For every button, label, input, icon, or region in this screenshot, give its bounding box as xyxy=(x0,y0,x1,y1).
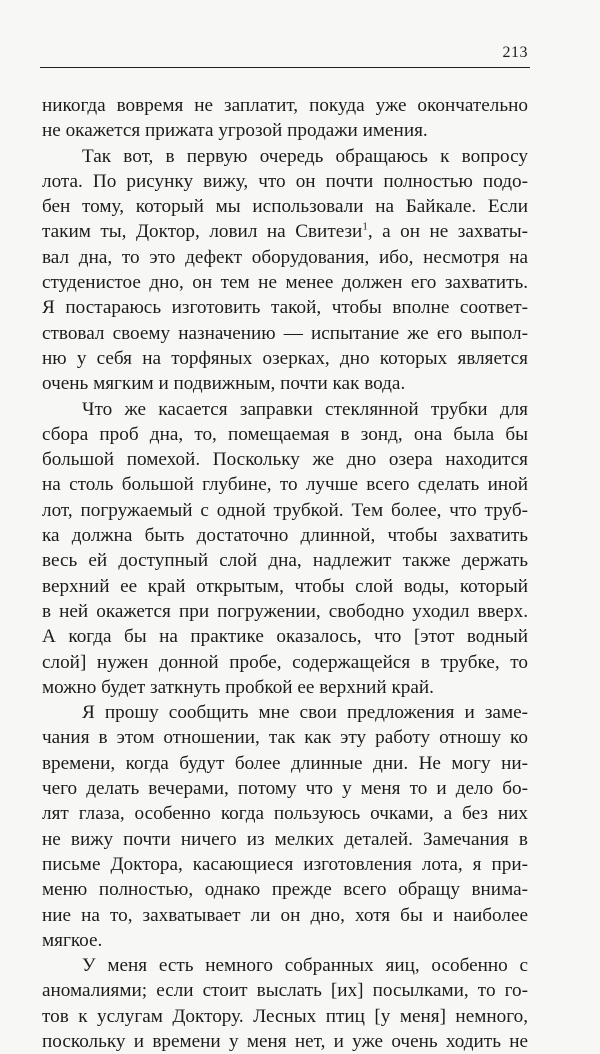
text-line: У меня есть немного собранных яиц, особенно с xyxy=(82,955,528,977)
text-line: письме Доктора, касающиеся изготовления лота, я при- xyxy=(42,853,528,875)
text-line: поскольку и времени у меня нет, и уже очень ходить не xyxy=(42,1030,528,1052)
text-line: большой помехой. Поскольку же дно озера находится xyxy=(42,449,528,471)
text-line: чего делать вечерами, потому что у меня то и дело бо- xyxy=(42,778,528,800)
text-line: меню полностью, однако прежде всего обращу внима- xyxy=(42,879,528,901)
paragraph xyxy=(42,700,528,953)
text-line: ние на то, захватывает ли он дно, хотя бы и наиболее xyxy=(42,904,528,926)
text-line: не вижу почти ничего из мелких деталей. Замечания в xyxy=(42,828,528,850)
paragraph xyxy=(42,144,528,397)
text-line: очень мягким и подвижным, почти как вода. xyxy=(42,373,406,395)
text-line: весь ей доступный слой дна, надлежит также держать xyxy=(42,550,528,572)
text-line: слой] нужен донной пробе, содержащейся в трубке, то xyxy=(42,651,528,673)
paragraph xyxy=(42,93,528,144)
text-line: лят глаза, особенно когда пользуюсь очками, а без них xyxy=(42,803,528,825)
text-line: студенистое дно, он тем не менее должен его захватить. xyxy=(42,272,528,294)
text-line: на столь большой глубине, то лучше всего сделать иной xyxy=(42,474,528,496)
text-line: Что же касается заправки стеклянной трубки для xyxy=(82,398,528,420)
text-line: аномалиями; если стоит выслать [их] посылками, то го- xyxy=(42,980,528,1002)
text-line: чания в этом отношении, так как эту работу отношу ко xyxy=(42,727,528,749)
text-line: никогда вовремя не заплатит, покуда уже окончательно xyxy=(42,95,528,116)
paragraph xyxy=(42,397,528,701)
text-line: мягкое. xyxy=(42,929,103,951)
paragraph xyxy=(42,953,528,1054)
text-line: бен тому, который мы использовали на Байкале. Если xyxy=(42,196,528,218)
text-line: лота. По рисунку вижу, что он почти полностью подо- xyxy=(42,170,528,192)
text-line: Я постараюсь изготовить такой, чтобы вполне соответ- xyxy=(42,297,528,319)
text-line: А когда бы на практике оказалось, что [этот водный xyxy=(42,626,528,648)
text-line: сбора проб дна, то, помещаемая в зонд, она была бы xyxy=(42,423,528,445)
text-fragment: таким ты, Доктор, ловил на Свитези xyxy=(42,221,363,243)
text-line: ню у себя на торфяных озерках, дно которых является xyxy=(42,347,528,369)
text-line-with-footnote xyxy=(42,219,528,244)
text-body xyxy=(42,93,528,1054)
text-line: Так вот, в первую очередь обращаюсь к вопросу xyxy=(82,145,528,167)
text-line: ка должна быть достаточно длинной, чтобы захватить xyxy=(42,525,528,547)
text-fragment: , а он не захваты- xyxy=(367,221,528,243)
text-line: Я прошу сообщить мне свои предложения и заме- xyxy=(82,702,528,724)
footnote-marker: 1 xyxy=(362,221,368,234)
text-line: в ней окажется при погружении, свободно уходил вверх. xyxy=(42,600,528,622)
text-line: тов к услугам Доктору. Лесных птиц [у меня] немного, xyxy=(42,1005,528,1027)
text-line: лот, погружаемый с одной трубкой. Тем более, что труб- xyxy=(42,499,528,521)
page-number: 213 xyxy=(502,44,528,61)
text-line: ствовал своему назначению — испытание же его выпол- xyxy=(42,322,528,344)
text-line: не окажется прижата угрозой продажи имения. xyxy=(42,120,428,142)
text-line: верхний ее край открытым, чтобы слой воды, который xyxy=(42,575,528,597)
text-line: времени, когда будут более длинные дни. Не могу ни- xyxy=(42,752,528,774)
header-rule xyxy=(40,67,530,68)
text-line: вал дна, то это дефект оборудования, ибо, несмотря на xyxy=(42,246,528,268)
text-line: можно будет заткнуть пробкой ее верхний край. xyxy=(42,676,434,698)
